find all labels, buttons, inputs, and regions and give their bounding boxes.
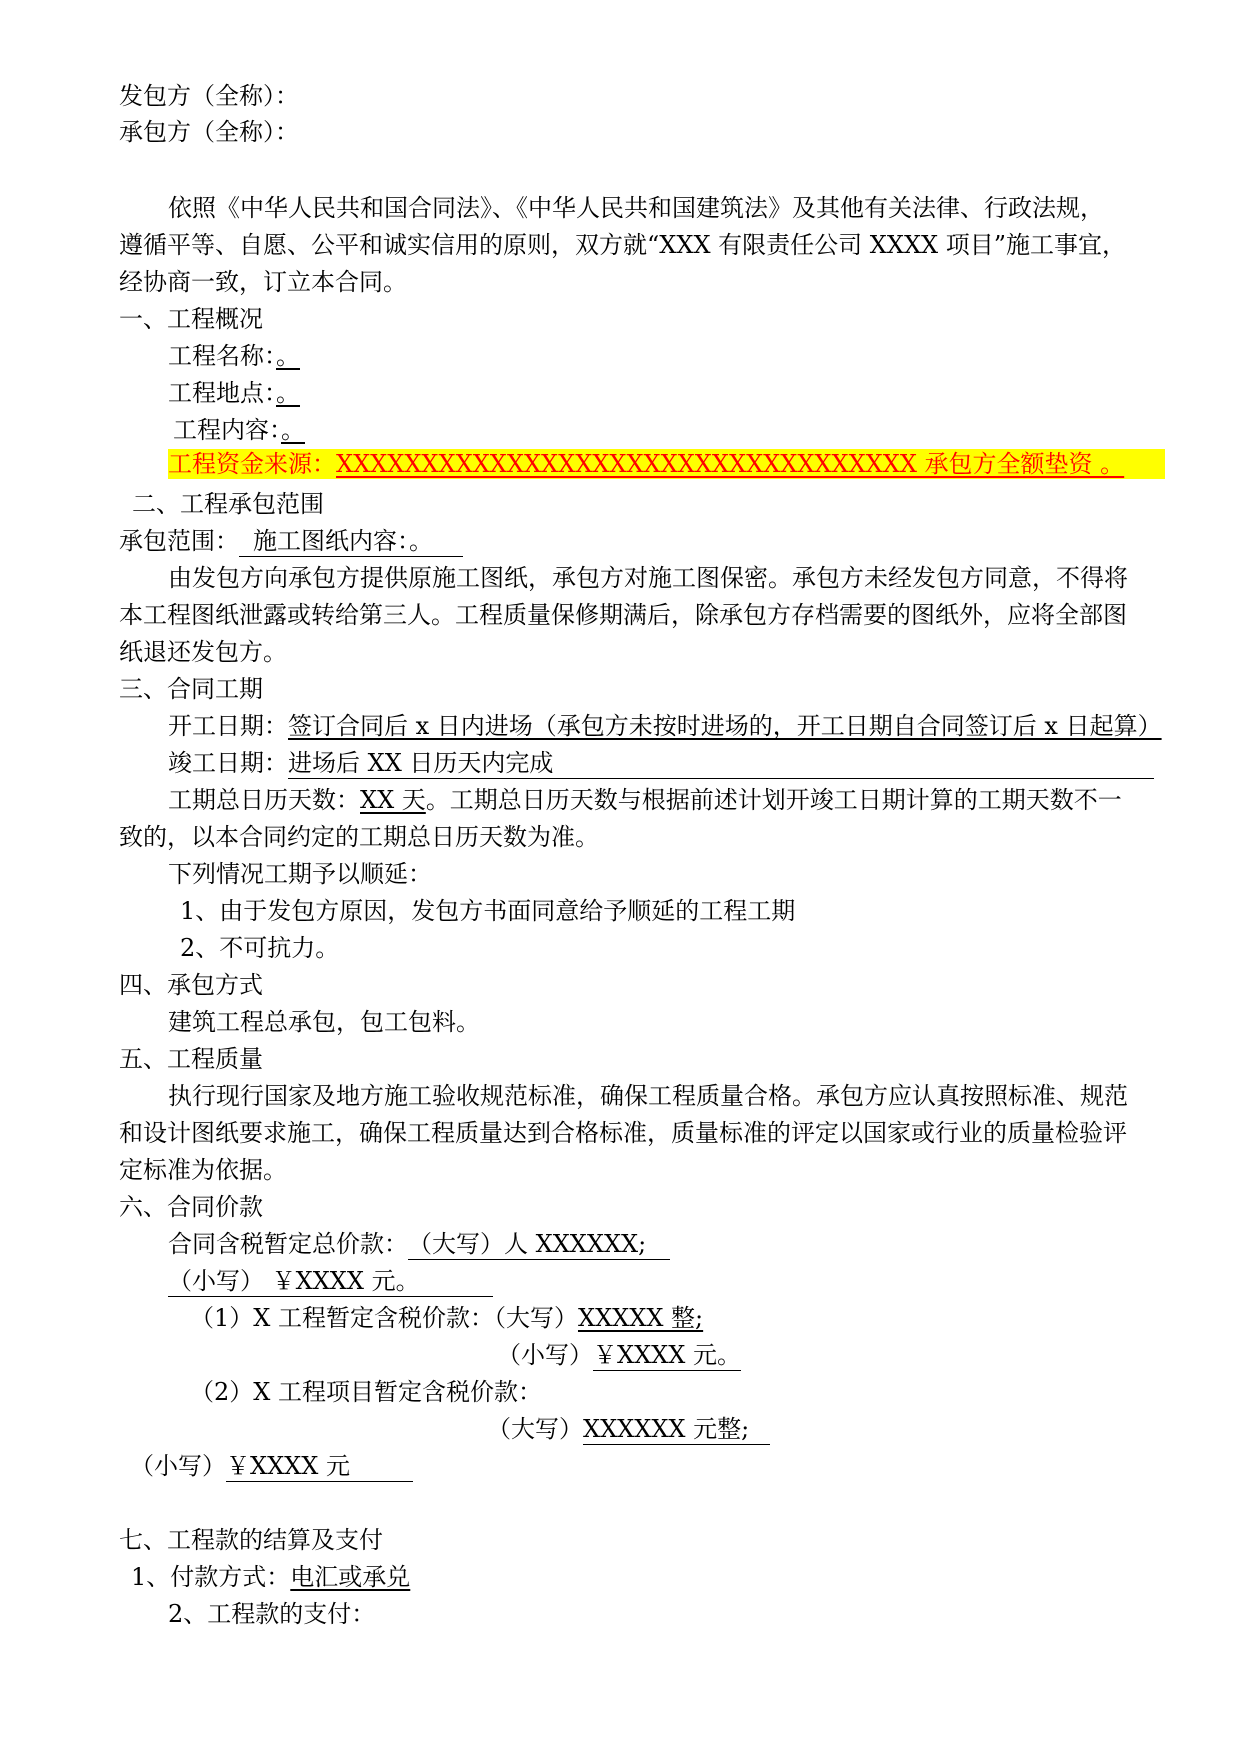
start-date-label: 开工日期： [168, 712, 288, 740]
item-2-lowercase-label: （小写） [130, 1452, 226, 1480]
extension-item-2: 2、不可抗力。 [180, 934, 340, 962]
total-days-text: 。工期总日历天数与根据前述计划开竣工日期计算的工期天数不一 [425, 786, 1122, 814]
project-name-label: 工程名称： [168, 342, 276, 370]
contractor-name-label: 承包方（全称）： [119, 118, 299, 146]
item-2-lowercase-field [130, 1448, 413, 1484]
project-content-label: 工程内容： [173, 416, 281, 444]
quality-paragraph-line-1: 执行现行国家及地方施工验收规范标准，确保工程质量合格。承包方应认真按照标准、规范 [168, 1082, 1128, 1110]
preamble-line-3: 经协商一致，订立本合同。 [119, 268, 407, 296]
quality-paragraph-line-2: 和设计图纸要求施工，确保工程质量达到合格标准，质量标准的评定以国家或行业的质量检验评 [119, 1119, 1127, 1147]
section-7-heading: 七、工程款的结算及支付 [119, 1526, 383, 1554]
project-location-value: 。 [276, 379, 300, 407]
item-1-lowercase-field [497, 1337, 741, 1373]
funding-source-highlight [168, 449, 1165, 479]
total-price-lowercase-field [168, 1263, 493, 1299]
scope-label: 承包范围： [119, 527, 239, 555]
drawings-paragraph-line-2: 本工程图纸泄露或转给第三人。工程质量保修期满后，除承包方存档需要的图纸外，应将全部图 [119, 601, 1127, 629]
preamble-line-1: 依照《中华人民共和国合同法》、《中华人民共和国建筑法》及其他有关法律、行政法规， [168, 194, 1104, 222]
contract-mode-text: 建筑工程总承包，包工包料。 [168, 1008, 480, 1036]
payment-method-label: 1、付款方式： [131, 1563, 291, 1591]
preamble-line-2: 遵循平等、自愿、公平和诚实信用的原则，双方就“XXX 有限责任公司 XXXX 项目”施工事宜， [119, 231, 1127, 259]
completion-date-label: 竣工日期： [168, 749, 288, 777]
total-price-uppercase: （大写）人 XXXXXX; [408, 1229, 670, 1260]
project-name-value: 。 [276, 342, 300, 370]
item-2-uppercase-label: （大写） [487, 1415, 583, 1443]
item-1-lowercase-label: （小写） [497, 1341, 593, 1369]
total-days-value: XX 天 [360, 786, 426, 814]
payment-method-field [131, 1559, 410, 1595]
project-location-field [168, 375, 300, 411]
drawings-paragraph-line-3: 纸退还发包方。 [119, 638, 287, 666]
employer-name-label: 发包方（全称）： [119, 82, 299, 110]
item-2-price-lowercase: ￥XXXX 元 [226, 1451, 413, 1482]
total-days-line-2: 致的，以本合同约定的工期总日历天数为准。 [119, 823, 599, 851]
total-price-label: 合同含税暂定总价款： [168, 1230, 408, 1258]
funding-source-value: XXXXXXXXXXXXXXXXXXXXXXXXXXXXXXXXXX 承包方全额垫资 。 [336, 450, 1125, 478]
item-2-uppercase-field [487, 1411, 770, 1447]
payment-method-value: 电汇或承兑 [290, 1563, 411, 1591]
total-price-field [168, 1226, 670, 1262]
scope-value: 施工图纸内容：。 [239, 526, 463, 557]
item-2-price-uppercase: XXXXXX 元整; [583, 1414, 770, 1445]
item-1-price-field [190, 1300, 703, 1336]
total-days-line-1 [168, 782, 1122, 818]
extension-intro: 下列情况工期予以顺延： [168, 860, 432, 888]
section-5-heading: 五、工程质量 [119, 1045, 263, 1073]
total-price-lowercase: （小写） ￥XXXX 元。 [168, 1266, 493, 1297]
item-1-price-lowercase: ￥XXXX 元。 [593, 1341, 741, 1369]
completion-date-value: 进场后 XX 日历天内完成 [288, 748, 1154, 779]
item-1-price-uppercase: XXXXX 整; [577, 1304, 704, 1332]
quality-paragraph-line-3: 定标准为依据。 [119, 1156, 287, 1184]
section-1-heading: 一、工程概况 [119, 305, 263, 333]
total-days-label: 工期总日历天数： [168, 786, 360, 814]
item-2-price-label: （2）X 工程项目暂定含税价款： [190, 1378, 542, 1406]
project-content-value: 。 [281, 416, 305, 444]
drawings-paragraph-line-1: 由发包方向承包方提供原施工图纸，承包方对施工图保密。承包方未经发包方同意，不得将 [168, 564, 1128, 592]
start-date-value: 签订合同后 x 日内进场（承包方未按时进场的，开工日期自合同签订后 x 日起算） [288, 712, 1162, 740]
project-name-field [168, 338, 300, 374]
funding-source-label: 工程资金来源： [168, 450, 336, 478]
project-location-label: 工程地点： [168, 379, 276, 407]
section-2-heading: 二、工程承包范围 [132, 490, 324, 518]
extension-item-1: 1、由于发包方原因，发包方书面同意给予顺延的工程工期 [180, 897, 796, 925]
section-4-heading: 四、承包方式 [119, 971, 263, 999]
item-1-price-label: （1）X 工程暂定含税价款：（大写） [190, 1304, 578, 1332]
project-content-field [173, 412, 305, 448]
completion-date-field [168, 745, 1154, 781]
section-6-heading: 六、合同价款 [119, 1193, 263, 1221]
payment-terms-label: 2、工程款的支付： [168, 1600, 376, 1628]
scope-field [119, 523, 463, 559]
start-date-field [168, 708, 1162, 744]
section-3-heading: 三、合同工期 [119, 675, 263, 703]
